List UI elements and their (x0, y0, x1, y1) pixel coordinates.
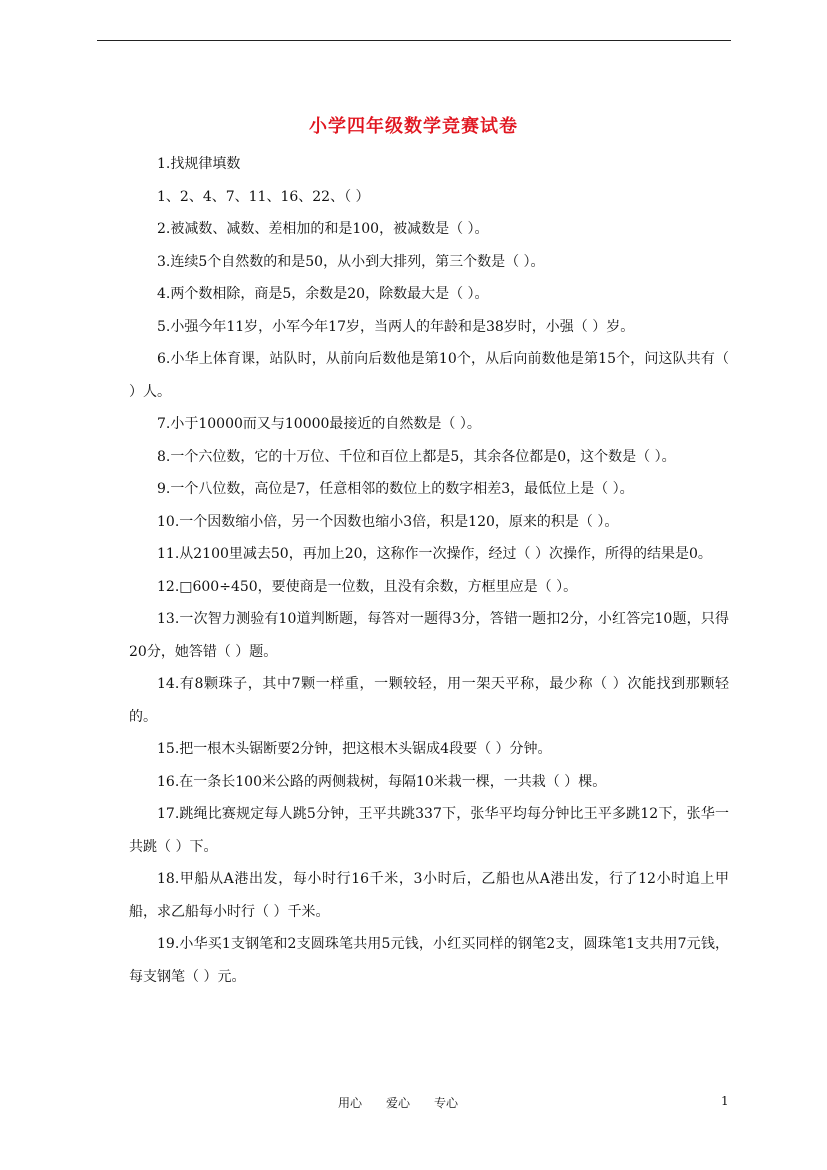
question-3: 3.连续5个自然数的和是50，从小到大排列，第三个数是（ ）。 (157, 253, 545, 270)
question-10: 10.一个因数缩小倍，另一个因数也缩小3倍，积是120，原来的积是（ ）。 (157, 513, 619, 530)
question-16: 16.在一条长100米公路的两侧栽树，每隔10米栽一棵，一共栽（ ）棵。 (157, 773, 607, 790)
question-18: 18.甲船从A港出发，每小时行16千米，3小时后，乙船也从A港出发，行了12小时追上甲船，求乙船每小时行（ ）千米。 (129, 871, 729, 920)
question-12: 12.□600÷450，要使商是一位数，且没有余数，方框里应是（ ）。 (157, 578, 578, 595)
footer-motto: 用心 爱心 专心 (338, 1096, 459, 1110)
question-7: 7.小于10000而又与10000最接近的自然数是（ ）。 (157, 416, 481, 432)
question-13: 13.一次智力测验有10道判断题，每答对一题得3分，答错一题扣2分，小红答完10题，只得20分，她答错（ ）题。 (129, 611, 729, 660)
question-5: 5.小强今年11岁，小军今年17岁，当两人的年龄和是38岁时，小强（ ）岁。 (157, 318, 635, 335)
question-9: 9.一个八位数，高位是7，任意相邻的数位上的数字相差3，最低位上是（ ）。 (157, 481, 634, 497)
question-6: 6.小华上体育课，站队时，从前向后数他是第10个，从后向前数他是第15个，问这队共有（ ）人。 (129, 351, 729, 400)
question-1-sequence: 1、2、4、7、11、16、22、（ ） (157, 188, 370, 205)
header-rule (97, 40, 731, 41)
question-11: 11.从2100里减去50，再加上20，这称作一次操作，经过（ ）次操作，所得的结果是0。 (157, 546, 712, 562)
question-15: 15.把一根木头锯断要2分钟，把这根木头锯成4段要（ ）分钟。 (157, 741, 552, 757)
question-list (129, 148, 729, 993)
question-17: 17.跳绳比赛规定每人跳5分钟，王平共跳337下，张华平均每分钟比王平多跳12下，张华一共跳（ ）下。 (129, 806, 729, 855)
question-8: 8.一个六位数，它的十万位、千位和百位上都是5，其余各位都是0，这个数是（ ）。 (157, 448, 676, 465)
question-14: 14.有8颗珠子，其中7颗一样重，一颗较轻，用一架天平称，最少称（ ）次能找到那颗轻的。 (129, 676, 729, 725)
question-2: 2.被减数、减数、差相加的和是100，被减数是（ ）。 (157, 221, 489, 237)
question-1-heading: 1.找规律填数 (157, 156, 241, 172)
question-19: 19.小华买1支钢笔和2支圆珠笔共用5元钱，小红买同样的钢笔2支，圆珠笔1支共用7元钱，每支钢笔（ ）元。 (129, 936, 729, 985)
page-number: 1 (721, 1094, 729, 1108)
question-4: 4.两个数相除，商是5，余数是20，除数最大是（ ）。 (157, 286, 489, 302)
page-title: 小学四年级数学竞赛试卷 (309, 116, 518, 137)
